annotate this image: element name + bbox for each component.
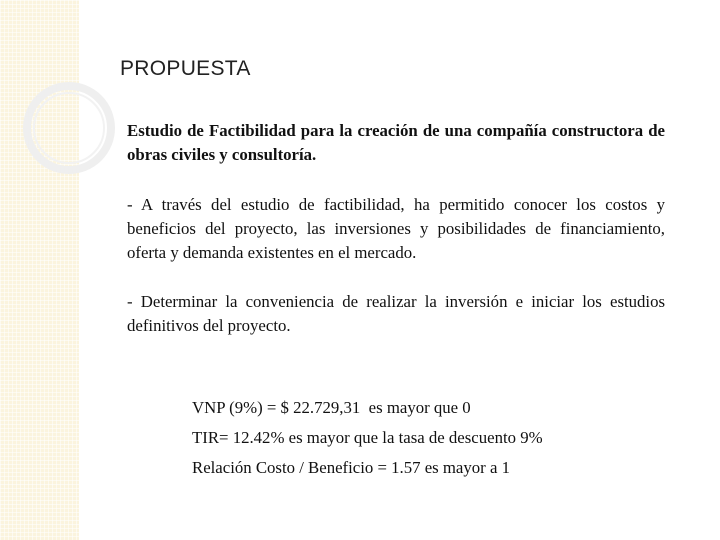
point-paragraph: - Determinar la conveniencia de realizar la inversión e iniciar los estudios definitivos del proyecto. xyxy=(127,292,665,335)
slide-title: PROPUESTA xyxy=(120,57,251,80)
result-vnp: VNP (9%) = $ 22.729,31 es mayor que 0 xyxy=(192,398,471,417)
results-block xyxy=(192,396,543,486)
result-tir: TIR= 12.42% es mayor que la tasa de descuento 9% xyxy=(192,428,543,447)
result-cost-benefit: Relación Costo / Beneficio = 1.57 es mayor a 1 xyxy=(192,458,510,477)
decorative-ring-inner xyxy=(33,92,105,164)
decorative-side-band xyxy=(0,0,79,540)
intro-paragraph: Estudio de Factibilidad para la creación de una compañía constructora de obras civiles y consultoría. xyxy=(127,121,665,164)
slide-body xyxy=(127,119,665,338)
point-paragraph: - A través del estudio de factibilidad, ha permitido conocer los costos y beneficios del proyecto, las inversiones y posibilidades de financiamiento, oferta y demanda existentes en el mercado. xyxy=(127,195,665,262)
